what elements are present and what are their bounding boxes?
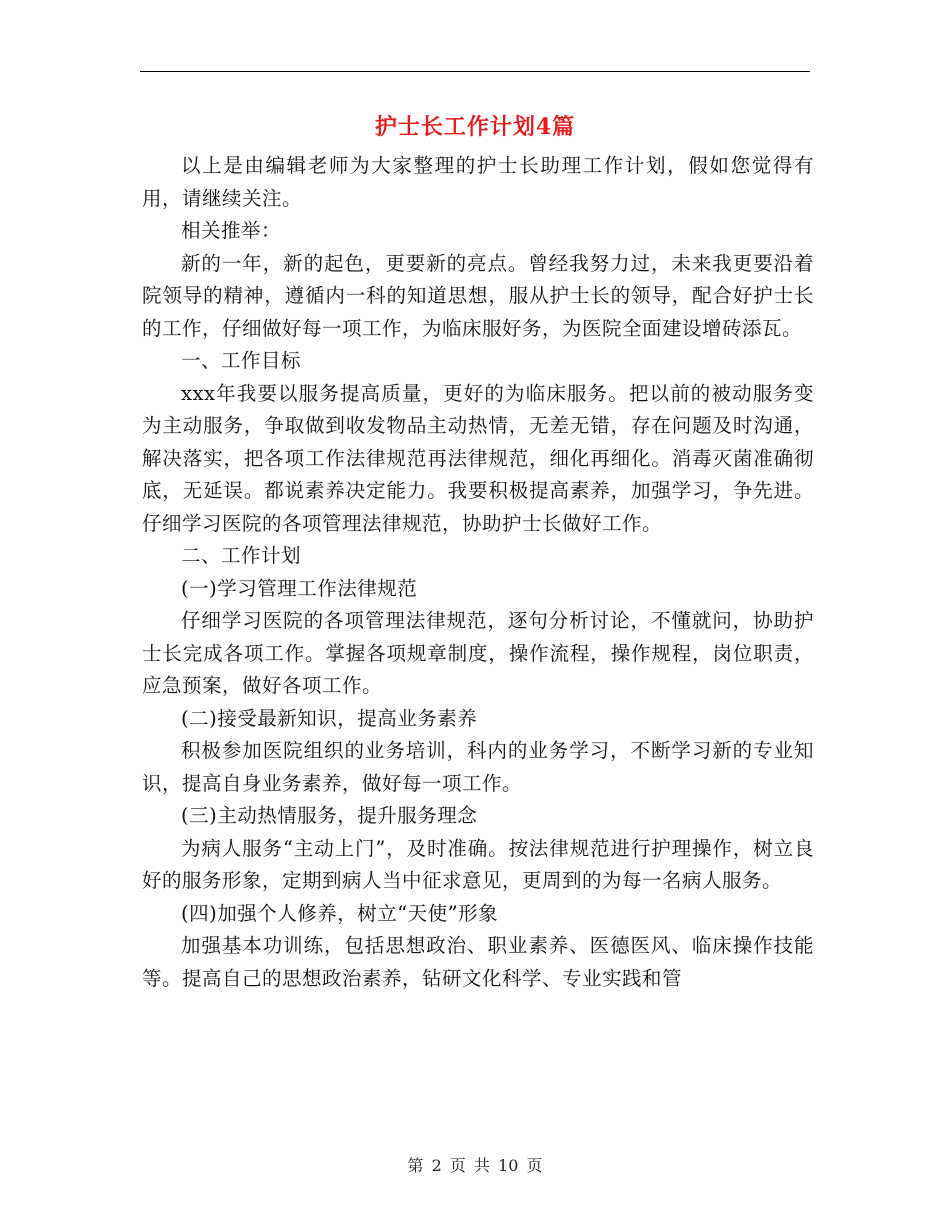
- paragraph-work-goals: xxx年我要以服务提高质量，更好的为临床服务。把以前的被动服务变为主动服务，争取做到收发物品主动热情，无差无错，存在问题及时沟通，解决落实，把各项工作法律规范再法律规范，细化再细化。消毒灭菌准确彻底，无延误。都说素养决定能力。我要积极提高素养，加强学习，争先进。仔细学习医院的各项管理法律规范，协助护士长做好工作。: [142, 381, 814, 535]
- paragraph-3: 为病人服务“主动上门”，及时准确。按法律规范进行护理操作，树立良好的服务形象，定期到病人当中征求意见，更周到的为每一名病人服务。: [142, 836, 814, 892]
- subheading-2: (二)接受最新知识，提高业务素养: [181, 706, 478, 730]
- subheading-1: (一)学习管理工作法律规范: [181, 576, 418, 600]
- paragraph-intro: 以上是由编辑老师为大家整理的护士长助理工作计划，假如您觉得有用，请继续关注。: [142, 154, 814, 210]
- paragraph-related: 相关推举：: [181, 219, 282, 242]
- page-number: 第 2 页 共 10 页: [407, 1156, 543, 1175]
- heading-work-plan: 二、工作计划: [181, 544, 302, 567]
- subheading-3: (三)主动热情服务，提升服务理念: [181, 804, 478, 827]
- paragraph-new-year: 新的一年，新的起色，更要新的亮点。曾经我努力过，未来我更要沿着院领导的精神，遵循内一科的知道思想，服从护士长的领导，配合好护士长的工作，仔细做好每一项工作，为临床服好务，为医院全面建设增砖添瓦。: [142, 251, 814, 340]
- paragraph-4: 加强基本功训练，包括思想政治、职业素养、医德医风、临床操作技能等。提高自己的思想政治素养，钻研文化科学、专业实践和管: [142, 934, 814, 990]
- document-title: 护士长工作计划4篇: [374, 114, 576, 140]
- header-rule: [140, 71, 810, 72]
- subheading-4: (四)加强个人修养，树立“天使”形象: [181, 901, 499, 925]
- document-body: [142, 150, 814, 995]
- paragraph-1: 仔细学习医院的各项管理法律规范，逐句分析讨论，不懂就问，协助护士长完成各项工作。掌握各项规章制度，操作流程，操作规程，岗位职责，应急预案，做好各项工作。: [142, 609, 814, 697]
- paragraph-2: 积极参加医院组织的业务培训，科内的业务学习，不断学习新的专业知识，提高自身业务素养，做好每一项工作。: [142, 739, 814, 795]
- heading-work-goals: 一、工作目标: [181, 349, 302, 372]
